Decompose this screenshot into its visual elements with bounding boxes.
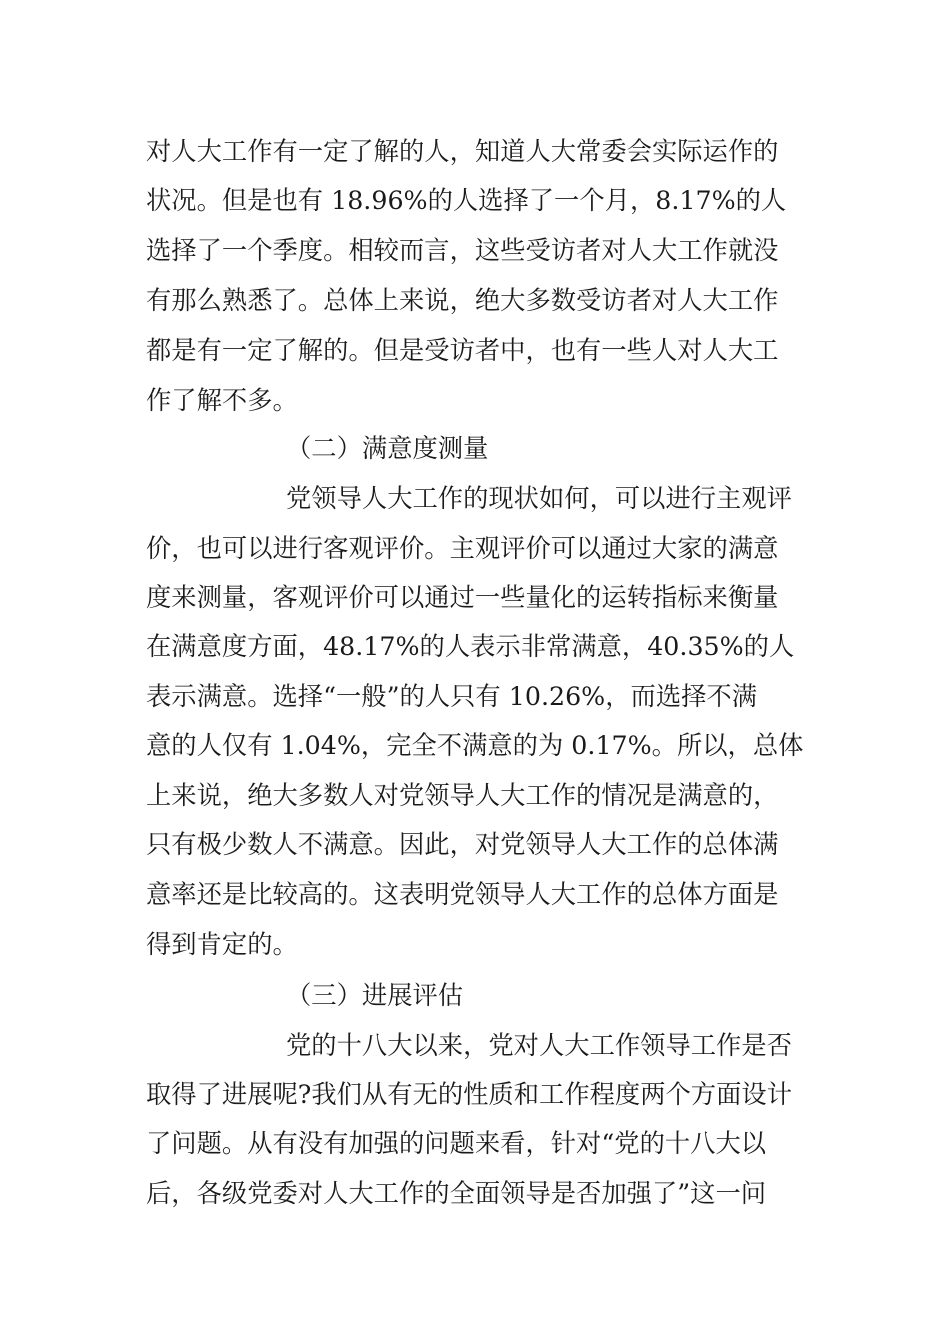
- paragraph-line: 后，各级党委对人大工作的全面领导是否加强了”这一问: [146, 1179, 767, 1208]
- paragraph-line: 表示满意。选择“一般”的人只有 10.26%，而选择不满: [146, 682, 758, 711]
- paragraph-line: 了问题。从有没有加强的问题来看，针对“党的十八大以: [146, 1129, 767, 1158]
- paragraph-line: 上来说，绝大多数人对党领导人大工作的情况是满意的，: [146, 781, 779, 810]
- paragraph-line: 得到肯定的。: [146, 930, 298, 959]
- section-heading-progress: （三）进展评估: [286, 981, 464, 1010]
- paragraph-line: 对人大工作有一定了解的人，知道人大常委会实际运作的: [146, 137, 779, 166]
- paragraph-line: 作了解不多。: [146, 386, 298, 415]
- paragraph-line: 选择了一个季度。相较而言，这些受访者对人大工作就没: [146, 236, 779, 265]
- paragraph-line: 意的人仅有 1.04%，完全不满意的为 0.17%。所以，总体: [146, 731, 804, 760]
- paragraph-line: 在满意度方面，48.17%的人表示非常满意，40.35%的人: [146, 632, 795, 661]
- paragraph-line: 状况。但是也有 18.96%的人选择了一个月，8.17%的人: [146, 186, 787, 215]
- paragraph-line: 价，也可以进行客观评价。主观评价可以通过大家的满意: [146, 534, 779, 563]
- paragraph-line: 都是有一定了解的。但是受访者中，也有一些人对人大工: [146, 336, 779, 365]
- paragraph-line: 党领导人大工作的现状如何，可以进行主观评: [286, 484, 792, 513]
- paragraph-line: 取得了进展呢?我们从有无的性质和工作程度两个方面设计: [146, 1080, 792, 1109]
- section-heading-satisfaction: （二）满意度测量: [286, 434, 489, 463]
- paragraph-line: 只有极少数人不满意。因此，对党领导人大工作的总体满: [146, 830, 779, 859]
- paragraph-line: 意率还是比较高的。这表明党领导人大工作的总体方面是: [146, 880, 779, 909]
- paragraph-line: 度来测量，客观评价可以通过一些量化的运转指标来衡量: [146, 583, 779, 612]
- paragraph-line: 有那么熟悉了。总体上来说，绝大多数受访者对人大工作: [146, 286, 779, 315]
- paragraph-line: 党的十八大以来，党对人大工作领导工作是否: [286, 1031, 792, 1060]
